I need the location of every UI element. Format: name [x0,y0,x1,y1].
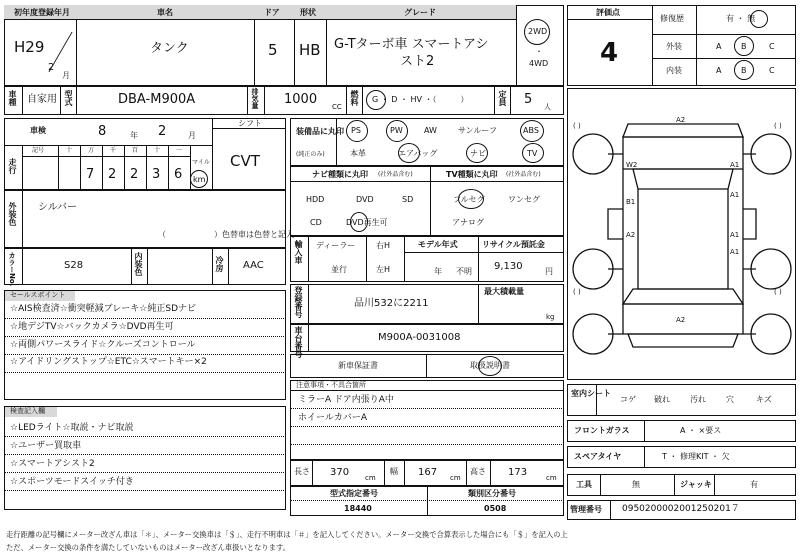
km-label: km [193,175,206,184]
import-label: 輸入車 [294,240,303,264]
jack-value: 有 [750,480,758,489]
diagram-label-right-front: A1 [730,161,740,169]
exterior-color-value: シルバー [38,202,78,213]
warranty-label: 新車保証書 [338,361,378,370]
interior-item-5: キズ [756,395,772,404]
interior-item-1: コゲ [620,395,636,404]
car-diagram [567,88,796,380]
sales-point-1: ☆AIS検査済☆衝突軽減ブレーキ☆純正SDナビ [10,304,197,314]
footer-line1: 走行距離の記号欄にメーター改ざん車は「＊」、メーター交換車は「＄」、走行不明車は「＃」を記入してください。メーター交換で合算表示した場合にも「＄」を記入の上 [6,530,568,539]
interior-item-3: 汚れ [690,395,706,404]
spare-value: T ・ 修理KIT ・ 欠 [662,452,730,461]
mile-label: マイル [192,159,210,166]
interior-grade-a: A [716,66,722,75]
max-load-label: 最大積載量 [484,287,524,296]
diagram-label-w2: W2 [626,161,638,169]
nav-dvd: DVD [356,195,374,204]
equip-tv: TV [527,149,538,158]
interior-score-label: 内装 [666,66,682,75]
inspector-note-4: ☆スポーツモードスイッチ付き [10,477,134,487]
height-label: 高さ [470,467,486,476]
cc-unit: CC [332,103,342,111]
color-code-label: カラーNo. [8,252,16,287]
model-year-unknown: 不明 [456,267,472,276]
month-unit: 月 [62,71,70,80]
shift-label: シフト [238,119,262,128]
model-name: タンク [150,41,189,56]
grade-label: グレード [404,8,436,17]
category-value: 0508 [484,504,507,513]
mileage-unit-symbol: 記号 [32,147,45,154]
tv-fullseg: フルセグ [453,195,485,204]
diagram-bracket-4: ( ) [774,288,782,296]
capacity-unit: 人 [544,103,551,111]
registration-label: 登録番号 [294,286,303,318]
chassis-number: M900A-0031008 [378,332,461,343]
score-label: 評価点 [596,8,620,17]
diagram-label-right-rear: A1 [730,231,740,239]
width-value: 167 [418,467,438,478]
tv-analog: アナログ [452,218,484,227]
recycle-yen: 円 [545,267,553,276]
equip-airbag: エアバッグ [398,149,438,158]
exterior-grade-b: B [741,42,747,51]
tools-label: 工具 [576,480,592,489]
nav-hdd: HDD [306,195,325,204]
capacity-label: 定員 [498,90,507,106]
drive-4wd: 4WD [529,59,549,68]
category-label: 類別区分番号 [468,489,516,498]
interior-item-4: 穴 [726,395,734,404]
mileage-digit-5: 6 [174,167,183,182]
nav-sd: SD [402,195,414,204]
recycle-label: リサイクル預託金 [482,240,545,249]
tools-value: 無 [632,480,640,489]
equipment-note: (純正のみ) [296,151,325,158]
import-dealer: ディーラー [316,241,356,250]
interior-item-2: 破れ [654,395,670,404]
first-reg-year: H29 [14,38,45,56]
drive-2wd: 2WD [528,27,548,36]
height-value: 173 [508,467,528,478]
model-year-label: モデル年式 [418,240,458,249]
diagram-bracket-3: ( ) [573,288,581,296]
mileage-unit-10k: 万 [88,147,95,154]
diagram-bracket-2: ( ) [774,122,782,130]
mileage-unit-1k: 千 [110,147,117,154]
nav-type-note: (社外品含む) [378,171,413,178]
equip-pw: PW [390,126,403,135]
sales-point-3: ☆両側パワースライド☆クルーズコントロール [10,340,196,350]
recycle-value: 9,130 [494,261,523,272]
capacity-value: 5 [524,92,533,107]
diagram-label-right-door: A1 [730,191,740,199]
usage-value: 自家用 [27,94,57,105]
diagram-label-front: A2 [676,116,686,124]
nav-dvd-play: DVD再生可 [346,218,388,227]
car-outline-icon [568,89,797,381]
height-cm: cm [546,474,557,482]
exterior-color-block [4,190,286,248]
interior-grade-b: B [741,66,747,75]
mileage-digit-2: 2 [108,167,117,182]
inspector-note-2: ☆ユーザー買取車 [10,441,82,451]
exterior-color-label: 外装色 [8,202,17,226]
chassis-label: 車台番号 [294,326,303,358]
inspection-month: 2 [158,124,167,139]
mileage-unit-ten: 十 [154,147,161,154]
interior-sheet-label: 室内シート [571,389,611,398]
mileage-label: 走行 [8,158,17,174]
sales-points-label: セールスポイント [10,291,66,299]
exterior-color-note: （ ）色替車は色替と記入 [158,230,294,239]
jack-label: ジャッキ [680,480,712,489]
windshield-label: フロントガラス [574,426,630,435]
exterior-grade-c: C [769,42,775,51]
displacement-label: 排気量 [251,88,259,109]
inspector-notes-block [4,406,286,510]
shape-label: 形状 [300,8,316,17]
grade-line2: スト2 [400,54,435,69]
note-2: ホイールカバーA [298,413,367,423]
equip-navi: ナビ [470,149,486,158]
spare-label: スペアタイヤ [574,452,622,461]
year-unit: 年 [130,131,138,140]
inspection-label: 車検 [30,126,46,135]
type-designation-label: 型式指定番号 [330,489,378,498]
length-label: 長さ [294,467,310,476]
equipment-label: 装備品に丸印 [296,127,344,136]
repair-label: 修復歴 [660,14,684,23]
doors-label: ドア [264,8,280,17]
equip-aw: AW [424,126,437,135]
fuel-options: G ・ D ・ HV ・（ ） [372,95,469,104]
type-value: DBA-M900A [118,92,196,107]
color-code-value: S28 [64,260,84,271]
shape-value: HB [299,41,321,59]
exterior-grade-a: A [716,42,722,51]
mileage-unit-10: 十 [66,147,73,154]
nav-cd: CD [310,218,322,227]
notes-label: 注意事項・不具合箇所 [296,381,366,389]
equip-abs: ABS [523,126,539,135]
tv-type-note: (社外品含む) [506,171,541,178]
windshield-value: A ・ ×要ス [680,426,722,435]
interior-grade-c: C [769,66,775,75]
displacement-value: 1000 [284,92,318,107]
width-cm: cm [450,474,461,482]
documents-block [290,354,564,378]
type-designation-value: 18440 [344,504,372,513]
ac-value: AAC [243,260,264,271]
footer-line2: ただ、メーター交換の条件を満たしていないものはメーター改ざん車扱いとなります。 [6,543,290,552]
grade-line1: G-Tターボ車 スマートアシ [334,37,489,52]
max-load-kg: kg [546,313,555,321]
length-value: 370 [330,467,350,478]
diagram-label-right-quarter: A1 [730,248,740,256]
length-cm: cm [365,474,376,482]
first-reg-label: 初年度登録年月 [14,8,70,17]
doors-value: 5 [268,41,278,59]
tv-oneseg: ワンセグ [508,195,540,204]
usage-label: 車種 [8,90,17,106]
fuel-label: 燃料 [350,90,359,106]
management-label: 管理番号 [570,505,602,514]
tv-type-label: TV種類に丸印 [446,170,498,179]
inspection-year: 8 [98,124,107,139]
mileage-digit-4: 3 [152,167,161,182]
exterior-score-label: 外装 [666,42,682,51]
mileage-unit-100: 百 [132,147,139,154]
diagram-label-rear: A2 [676,316,686,324]
repair-value: 有 ・ 無 [726,14,756,23]
import-parallel: 並行 [331,265,347,274]
first-reg-month: 2 [48,62,55,73]
drive-dot: ・ [535,47,543,56]
diagram-label-left-rear: A2 [626,231,636,239]
model-year-unit: 年 [434,267,442,276]
mileage-digit-1: 7 [86,167,95,182]
inspector-notes-label: 検査記入欄 [10,407,45,415]
registration-number: 品川532に2211 [354,298,429,309]
management-number: 0950200002001250201７ [622,504,740,514]
note-1: ミラーA ドア内張りA中 [298,395,394,405]
type-label: 型式 [64,90,73,106]
inspector-note-1: ☆LEDライト☆取説・ナビ取説 [10,423,134,433]
score-value: 4 [600,38,619,68]
width-label: 幅 [390,467,398,476]
import-left: 左H [376,265,391,274]
mileage-digit-3: 2 [130,167,139,182]
equip-ps: PS [351,126,361,135]
model-label: 車名 [157,8,173,17]
sales-point-2: ☆地デジTV☆バックカメラ☆DVD再生可 [10,322,174,332]
manual-label: 取扱説明書 [470,361,510,370]
equip-sunroof: サンルーフ [458,126,497,135]
diagram-label-b1: B1 [626,198,636,206]
sales-point-4: ☆アイドリングストップ☆ETC☆スマートキー×2 [10,357,207,367]
ac-label: 冷房 [215,256,224,272]
month-unit-2: 月 [188,131,196,140]
nav-type-label: ナビ種類に丸印 [312,170,368,179]
diagram-bracket-1: ( ) [573,122,581,130]
inspector-note-3: ☆スマートアシスト2 [10,459,95,469]
import-right: 右H [376,241,391,250]
shift-value: CVT [230,152,260,170]
interior-color-label: 内装色 [134,252,143,276]
equip-leather: 本革 [350,149,366,158]
mileage-unit-one: 一 [176,147,183,154]
